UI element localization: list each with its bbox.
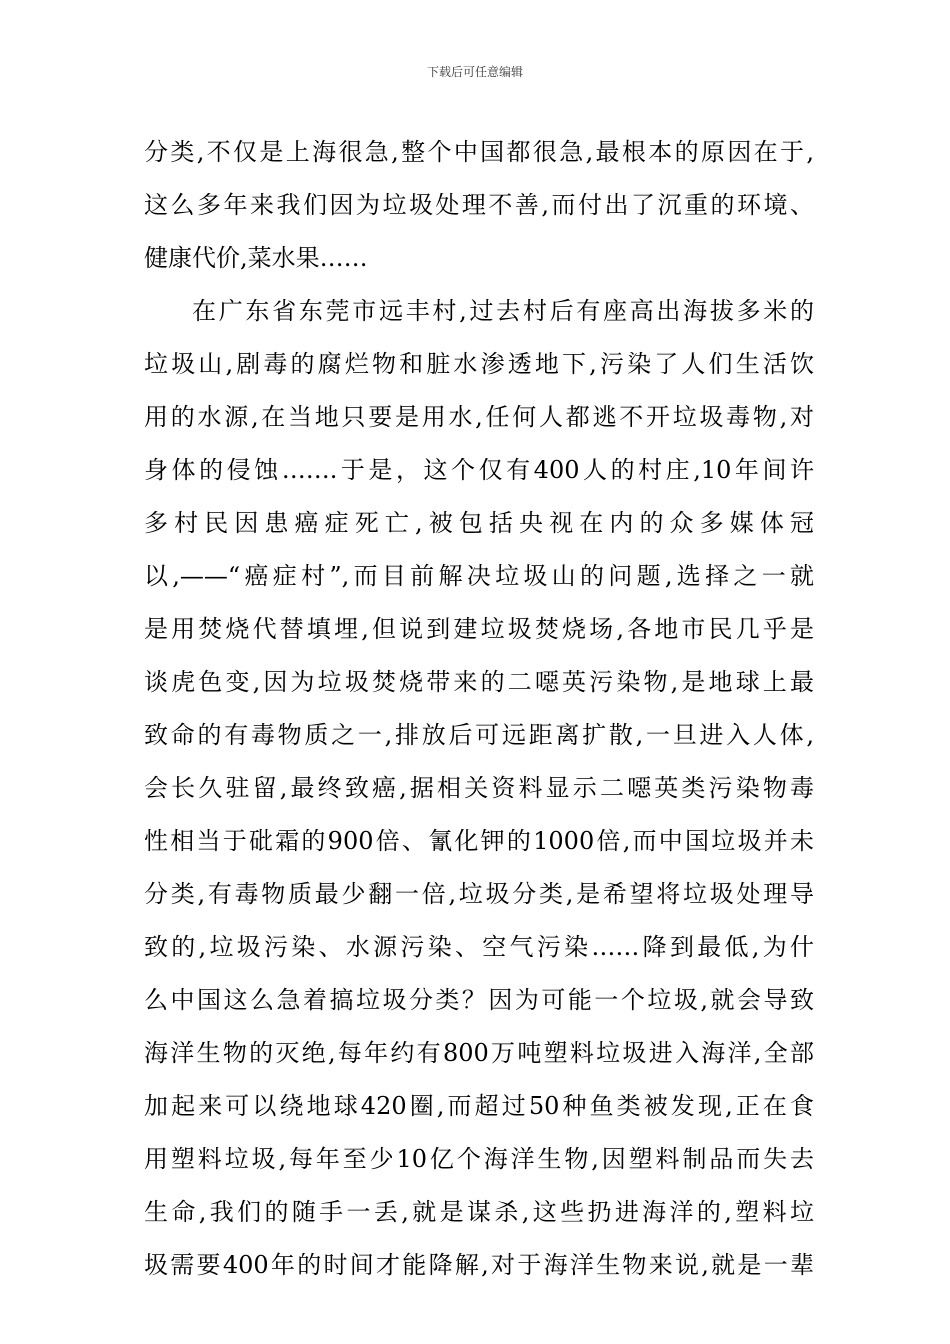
text-line: 致的,垃圾污染、水源污染、空气污染……降到最低,为什: [144, 933, 814, 961]
document-body: [144, 126, 814, 1292]
text-line: 么中国这么急着搞垃圾分类？因为可能一个垃圾,就会导致: [144, 986, 814, 1014]
text-line: 用的水源,在当地只要是用水,任何人都逃不开垃圾毒物,对: [144, 403, 814, 431]
text-line: 会长久驻留,最终致癌,据相关资料显示二噁英类污染物毒: [144, 774, 814, 802]
paragraph: [144, 285, 814, 1292]
text-line: 致命的有毒物质之一,排放后可远距离扩散,一旦进入人体,: [144, 721, 814, 749]
page-header: 下载后可任意编辑: [426, 65, 523, 79]
text-line: 海洋生物的灭绝,每年约有800万吨塑料垃圾进入海洋,全部: [144, 1039, 814, 1067]
text-line: 健康代价,菜水果……: [144, 244, 368, 272]
text-line: 谈虎色变,因为垃圾焚烧带来的二噁英污染物,是地球上最: [144, 668, 814, 696]
text-line: 身体的侵蚀…….于是，这个仅有400人的村庄,10年间许: [144, 456, 814, 484]
text-line: 以,——“癌症村”,而目前解决垃圾山的问题,选择之一就: [144, 562, 814, 590]
paragraph: [144, 126, 814, 285]
text-line: 垃圾山,剧毒的腐烂物和脏水渗透地下,污染了人们生活饮: [144, 350, 814, 378]
text-line: 在广东省东莞市远丰村,过去村后有座高出海拔多米的: [192, 297, 814, 325]
text-line: 生命,我们的随手一丢,就是谋杀,这些扔进海洋的,塑料垃: [144, 1198, 814, 1226]
text-line: 分类,有毒物质最少翻一倍,垃圾分类,是希望将垃圾处理导: [144, 880, 814, 908]
text-line: 用塑料垃圾,每年至少10亿个海洋生物,因塑料制品而失去: [144, 1145, 814, 1173]
text-line: 圾需要400年的时间才能降解,对于海洋生物来说,就是一辈: [144, 1251, 814, 1279]
text-line: 这么多年来我们因为垃圾处理不善,而付出了沉重的环境、: [144, 191, 814, 219]
text-line: 性相当于砒霜的900倍、氰化钾的1000倍,而中国垃圾并未: [144, 827, 814, 855]
text-line: 加起来可以绕地球420圈,而超过50种鱼类被发现,正在食: [144, 1092, 814, 1120]
text-line: 是用焚烧代替填埋,但说到建垃圾焚烧场,各地市民几乎是: [144, 615, 814, 643]
text-line: 分类,不仅是上海很急,整个中国都很急,最根本的原因在于,: [144, 138, 814, 166]
text-line: 多村民因患癌症死亡,被包括央视在内的众多媒体冠: [144, 509, 814, 537]
